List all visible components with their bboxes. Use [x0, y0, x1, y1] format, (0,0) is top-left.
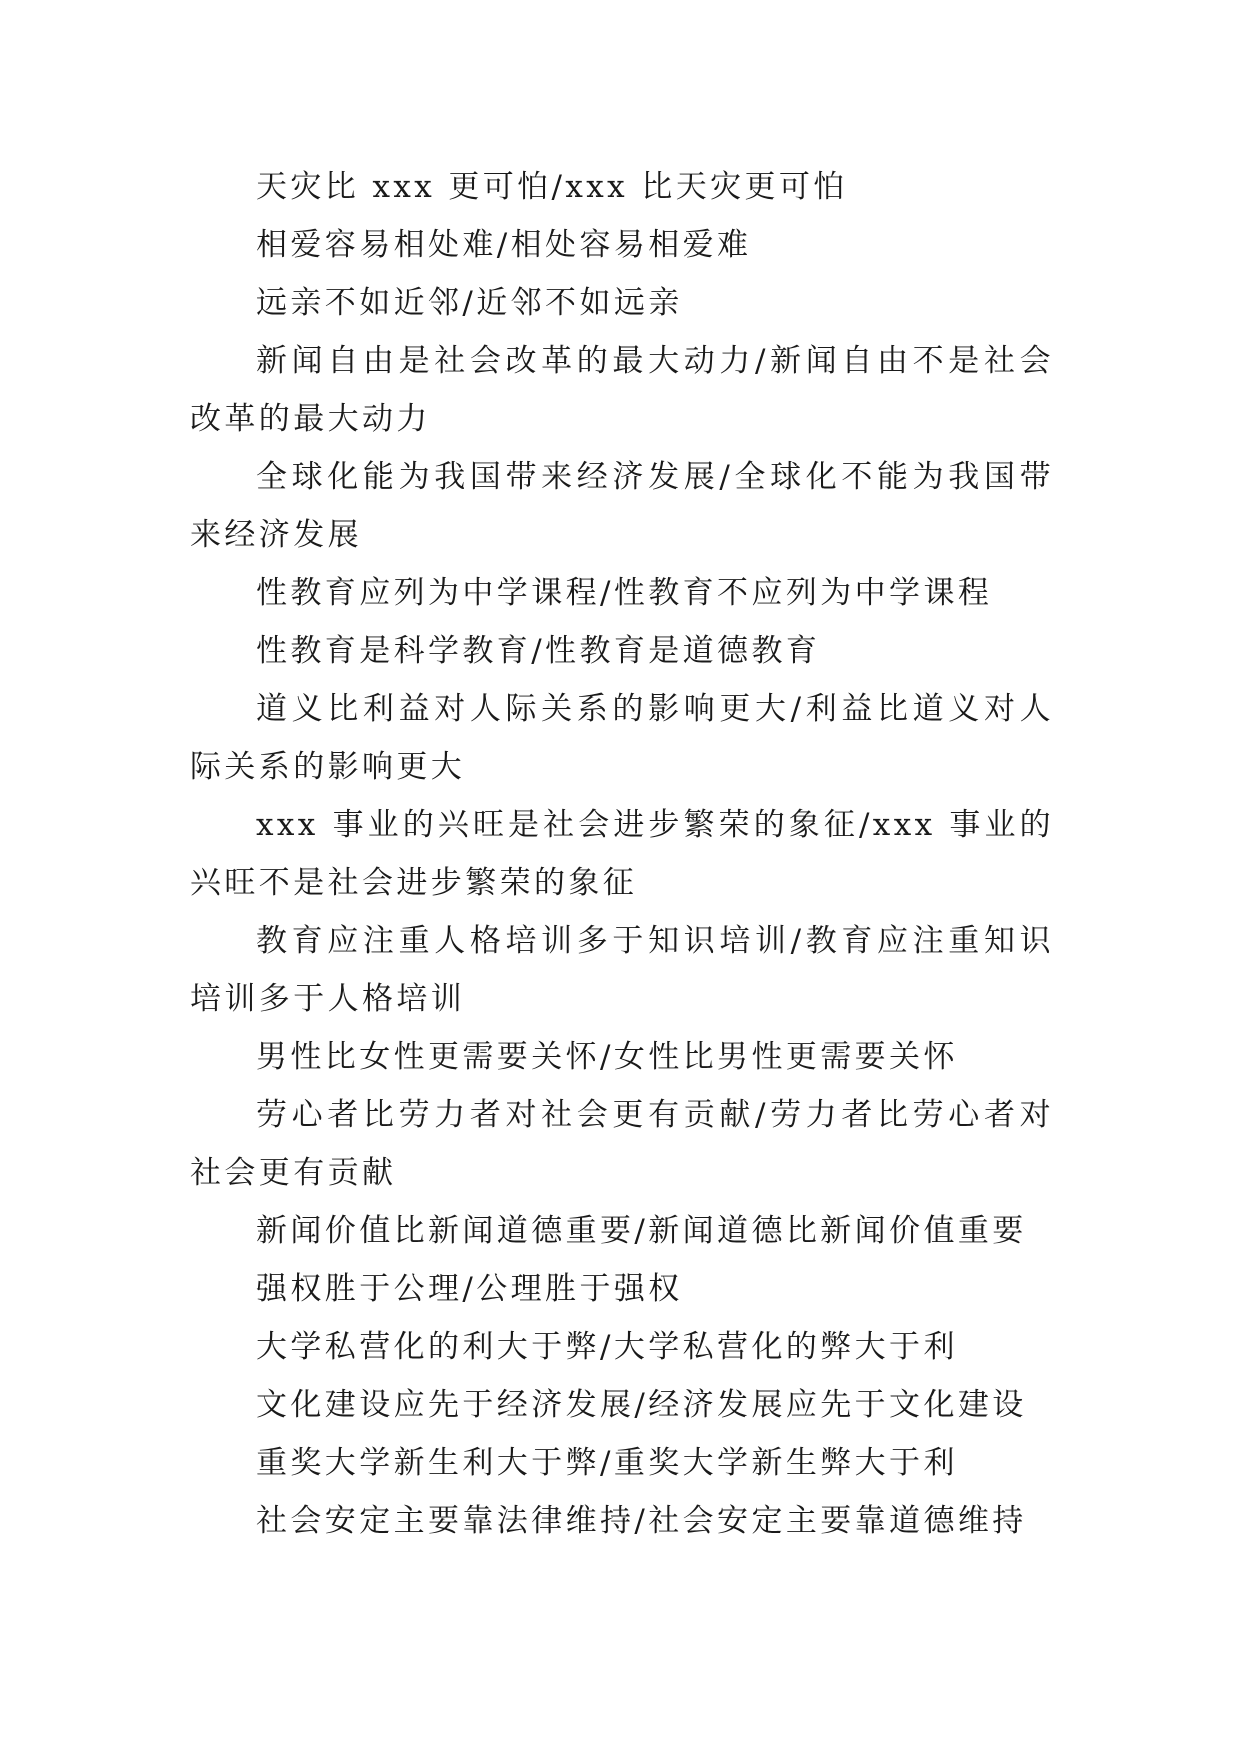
paragraph: 性教育是科学教育/性教育是道德教育: [256, 633, 821, 669]
paragraph: 社会安定主要靠法律维持/社会安定主要靠道德维持: [256, 1503, 1027, 1539]
paragraph: 强权胜于公理/公理胜于强权: [256, 1271, 683, 1307]
paragraph: 大学私营化的利大于弊/大学私营化的弊大于利: [256, 1329, 958, 1365]
paragraph: 重奖大学新生利大于弊/重奖大学新生弊大于利: [256, 1445, 958, 1481]
paragraph: 劳心者比劳力者对社会更有贡献/劳力者比劳心者对社会更有贡献: [190, 1097, 1054, 1191]
paragraph: 道义比利益对人际关系的影响更大/利益比道义对人际关系的影响更大: [190, 691, 1054, 785]
paragraph: 相爱容易相处难/相处容易相爱难: [256, 227, 752, 263]
paragraph: 新闻自由是社会改革的最大动力/新闻自由不是社会改革的最大动力: [190, 343, 1054, 437]
paragraph: 文化建设应先于经济发展/经济发展应先于文化建设: [256, 1387, 1027, 1423]
document-body: [190, 158, 1054, 1550]
paragraph: xxx 事业的兴旺是社会进步繁荣的象征/xxx 事业的兴旺不是社会进步繁荣的象征: [190, 807, 1054, 901]
paragraph: 远亲不如近邻/近邻不如远亲: [256, 285, 683, 321]
paragraph: 教育应注重人格培训多于知识培训/教育应注重知识培训多于人格培训: [190, 923, 1054, 1017]
paragraph: 天灾比 xxx 更可怕/xxx 比天灾更可怕: [256, 169, 848, 205]
paragraph: 全球化能为我国带来经济发展/全球化不能为我国带来经济发展: [190, 459, 1054, 553]
paragraph: 男性比女性更需要关怀/女性比男性更需要关怀: [256, 1039, 958, 1075]
paragraph: 性教育应列为中学课程/性教育不应列为中学课程: [256, 575, 993, 611]
paragraph: 新闻价值比新闻道德重要/新闻道德比新闻价值重要: [256, 1213, 1027, 1249]
